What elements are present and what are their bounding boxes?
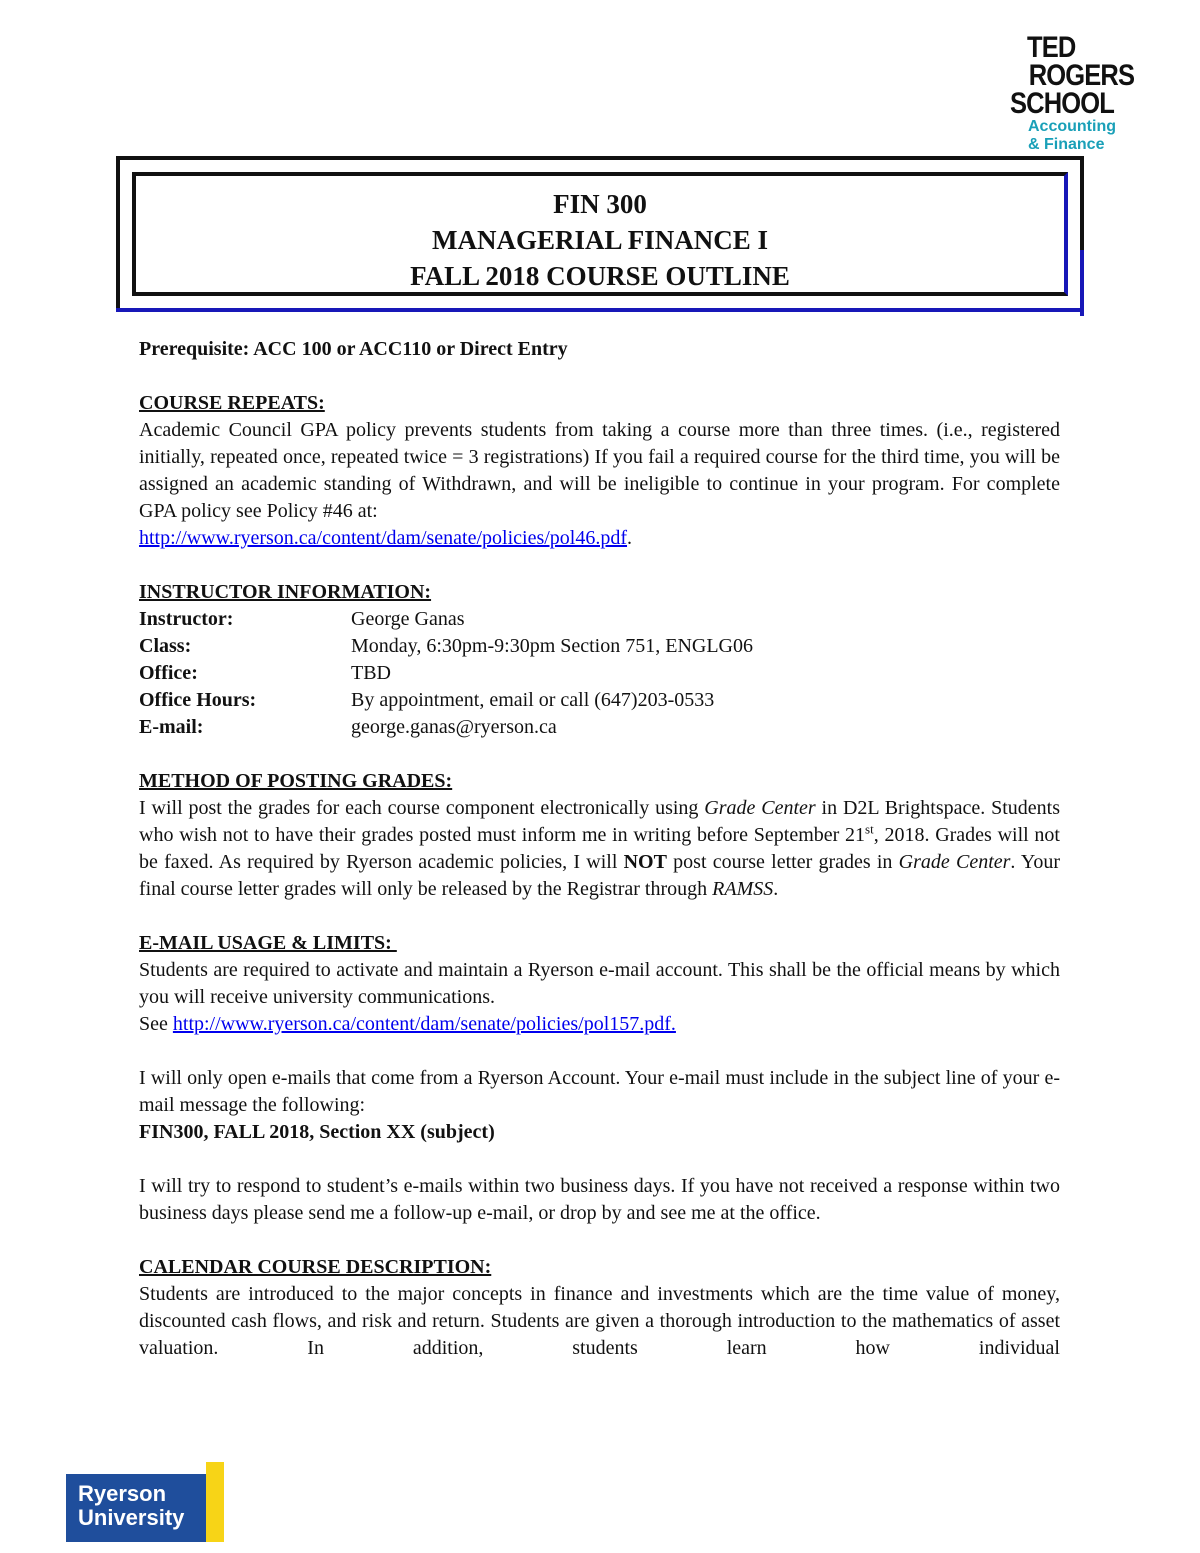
logo-text-university: University [78, 1505, 185, 1530]
ryerson-university-logo [66, 1462, 226, 1542]
email-subject-format: FIN300, FALL 2018, Section XX (subject) [139, 1121, 495, 1143]
info-row-class [139, 633, 1060, 660]
info-label: Office Hours: [139, 689, 257, 711]
info-label: Instructor: [139, 608, 234, 630]
logo-yellow-bar [206, 1462, 224, 1542]
info-label: Class: [139, 635, 192, 657]
logo-line-rogers: ROGERS [1028, 59, 1135, 92]
course-repeats-body: Academic Council GPA policy prevents students from taking a course more than three times. (i.e., registered initially, repeated once, repeated twice = 3 registrations) If you fail a required course for the third time, you will be assigned an academic standing of Withdrawn, and will be ineligible to continue in your program. For complete GPA policy see Policy #46 at: [139, 419, 1060, 522]
info-value: George Ganas [351, 608, 465, 630]
info-row-office [139, 660, 1060, 687]
logo-line-ted: TED [1027, 31, 1076, 64]
course-title-inner [132, 172, 1068, 296]
info-label: E-mail: [139, 716, 204, 738]
logo-line-accounting: Accounting [1028, 118, 1116, 135]
link-suffix: . [627, 527, 633, 549]
info-row-email [139, 714, 1060, 741]
email-usage-text: Students are required to activate and maintain a Ryerson e-mail account. This shall be the official means by which you will receive university communications. [139, 959, 1060, 1008]
logo-line-finance: & Finance [1028, 136, 1105, 153]
course-repeats-text [139, 417, 1060, 552]
email-response-text: I will try to respond to student’s e-mails within two business days. If you have not received a response within two business days please send me a follow-up e-mail, or drop by and see me at the office. [139, 1175, 1060, 1224]
email-account-text: I will only open e-mails that come from a Ryerson Account. Your e-mail must include in the subject line of your e-mail message the following: [139, 1067, 1060, 1116]
course-term: FALL 2018 COURSE OUTLINE [410, 261, 790, 291]
policy-46-link[interactable]: http://www.ryerson.ca/content/dam/senate/policies/pol46.pdf [139, 527, 628, 549]
instructor-info-table [139, 606, 1060, 741]
info-value: By appointment, email or call (647)203-0533 [351, 689, 715, 711]
info-value: george.ganas@ryerson.ca [351, 716, 557, 738]
calendar-description-text: Students are introduced to the major concepts in finance and investments which are the time value of money, discounted cash flows, and risk and return. Students are given a thorough introduction to the mathematics of asset valuation. In addition, students learn how individual [139, 1283, 1060, 1359]
posting-grades-text: I will post the grades for each course component electronically using Grade Center in D2L Brightspace. Students who wish not to have their grades posted must inform me in writing before September 21st, 2018. Grades will not be faxed. As required by Ryerson academic policies, I will NOT post course letter grades in Grade Center. Your final course letter grades will only be released by the Registrar through RAMSS. [139, 797, 1061, 900]
title-box-accent-bottom [116, 308, 1084, 312]
logo-text-ryerson: Ryerson [78, 1481, 167, 1506]
course-title-box [116, 156, 1084, 312]
prerequisite: Prerequisite: ACC 100 or ACC110 or Direct Entry [139, 338, 568, 360]
instructor-info-heading: INSTRUCTOR INFORMATION: [139, 581, 432, 603]
logo-line-school: SCHOOL [1010, 87, 1114, 120]
email-usage-heading: E-MAIL USAGE & LIMITS: [139, 932, 397, 954]
posting-grades-heading: METHOD OF POSTING GRADES: [139, 770, 453, 792]
policy-157-link[interactable]: http://www.ryerson.ca/content/dam/senate/policies/pol157.pdf. [172, 1013, 676, 1035]
calendar-description-heading: CALENDAR COURSE DESCRIPTION: [139, 1256, 492, 1278]
document-body [139, 336, 1060, 1362]
info-value: TBD [351, 662, 391, 684]
info-row-instructor [139, 606, 1060, 633]
title-box-accent-right [1080, 250, 1084, 316]
course-repeats-heading: COURSE REPEATS: [139, 392, 325, 414]
info-label: Office: [139, 662, 198, 684]
policy-157-line [139, 1011, 1060, 1038]
course-code: FIN 300 [553, 189, 647, 219]
info-value: Monday, 6:30pm-9:30pm Section 751, ENGLG06 [351, 635, 754, 657]
course-name: MANAGERIAL FINANCE I [431, 225, 769, 255]
info-row-office-hours [139, 687, 1060, 714]
ted-rogers-school-logo [1010, 31, 1150, 154]
see-label: See [139, 1013, 173, 1035]
logo-text [78, 1482, 184, 1530]
